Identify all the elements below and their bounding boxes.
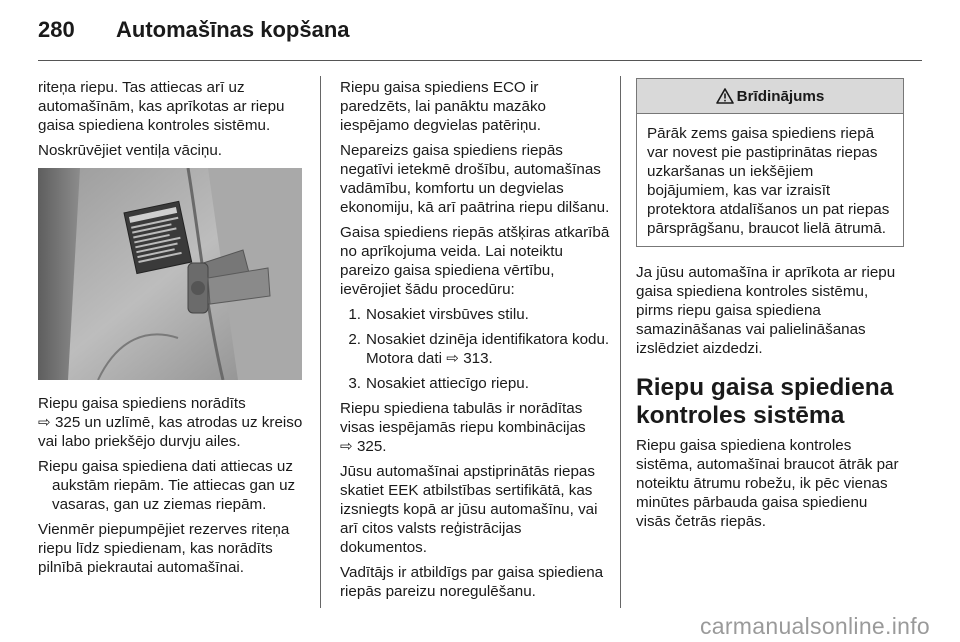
paragraph: Nepareizs gaisa spiediens riepās negatīvi ietekmē drošību, automašīnas vadāmību, komfortu un degvielas ekonomiju, kā arī paātrina riepu dilšanu. (340, 142, 610, 216)
section-heading: Riepu gaisa spiediena kontroles sistēma (636, 374, 894, 429)
reference-arrow-icon: ⇨ (340, 438, 353, 455)
text: Riepu gaisa spiediens norādīts (38, 395, 246, 412)
paragraph: Vienmēr piepumpējiet rezerves riteņa riepu līdz spiedienam, kas norādīts pilnībā piekrautai automašīnai. (38, 521, 290, 576)
page-reference: 313. (463, 350, 493, 367)
header-rule (38, 60, 922, 61)
step-number: 3. (348, 375, 361, 392)
list-item (340, 330, 610, 368)
warning-title: Brīdinājums (736, 87, 825, 105)
reference-arrow-icon: ⇨ (446, 350, 459, 367)
step-text: Nosakiet virsbūves stilu. (366, 306, 529, 323)
paragraph: Riepu gaisa spiediens ECO ir paredzēts, lai panāktu mazāko iespējamo degvielas patēriņu. (340, 79, 546, 134)
column-divider (320, 76, 321, 608)
watermark: carmanualsonline.info (699, 613, 930, 639)
paragraph: Riepu gaisa spiediena dati attiecas uz aukstām riepām. Tie attiecas gan uz vasaras, gan uz ziemas riepām. (38, 458, 296, 513)
chapter-title: Automašīnas kopšana (116, 17, 350, 42)
column-right (636, 78, 904, 537)
warning-box (636, 78, 904, 247)
step-text: Nosakiet attiecīgo riepu. (366, 375, 529, 392)
text: 325 un uzlīmē, kas atrodas uz kreiso vai labo priekšējo durvju ailes. (38, 414, 303, 450)
door-jamb-tire-label-photo (38, 168, 302, 380)
warning-header (637, 79, 903, 114)
page-reference: 325. (356, 438, 387, 455)
column-middle (340, 78, 610, 607)
warning-text: Pārāk zems gaisa spiediens riepā var novest pie pastiprinātas riepas uzkaršanas un iekšējiem bojājumiem, kas var izraisīt protektora atdalīšanos un pat riepas pārsprāgšanu, braucot lielā ātrumā. (647, 125, 890, 237)
text: Riepu spiediena tabulās ir norādītas visas iespējamās riepu kombinācijas (340, 400, 586, 436)
paragraph: riteņa riepu. Tas attiecas arī uz automašīnām, kas aprīkotas ar riepu gaisa spiediena kontroles sistēmu. (38, 79, 285, 134)
step-number: 2. (348, 331, 361, 348)
paragraph: Jūsu automašīnai apstiprinātās riepas skatiet EEK atbilstības sertifikātā, kas izsniegts kopā ar jūsu automašīnu, vai arī citos valsts reģistrācijas dokumentos. (340, 463, 598, 556)
reference-arrow-icon: ⇨ (38, 414, 51, 431)
paragraph (38, 394, 306, 451)
page-number: 280 (38, 17, 75, 42)
paragraph: Gaisa spiediens riepās atšķiras atkarībā no aprīkojuma veida. Lai noteiktu pareizo gaisa spiediena vērtību, ievērojiet šādu procedūru: (340, 224, 610, 298)
paragraph (340, 399, 610, 456)
column-divider (620, 76, 621, 608)
column-left (38, 78, 306, 583)
paragraph: Noskrūvējiet ventiļa vāciņu. (38, 142, 223, 159)
paragraph: Ja jūsu automašīna ir aprīkota ar riepu gaisa spiediena kontroles sistēmu, pirms riepu gaisa spiediena samazināšanas vai palielināšanas izslēdziet aizdedzi. (636, 264, 896, 357)
text: Nosakiet dzinēja identifikatora kodu. Motora dati (366, 331, 610, 367)
paragraph: Riepu gaisa spiediena kontroles sistēma, automašīnai braucot ātrāk par noteiktu ātrumu robežu, ik pēc vienas minūtes pārbauda gaisa spiedienu visās četrās riepās. (636, 437, 899, 530)
step-text (366, 330, 610, 368)
page-header (38, 17, 350, 49)
list-item (340, 305, 610, 324)
list-item (340, 374, 610, 393)
warning-triangle-icon (716, 88, 734, 104)
paragraph: Vadītājs ir atbildīgs par gaisa spiediena riepās pareizu noregulēšanu. (340, 564, 604, 600)
step-number: 1. (348, 306, 361, 323)
procedure-list (340, 305, 610, 393)
